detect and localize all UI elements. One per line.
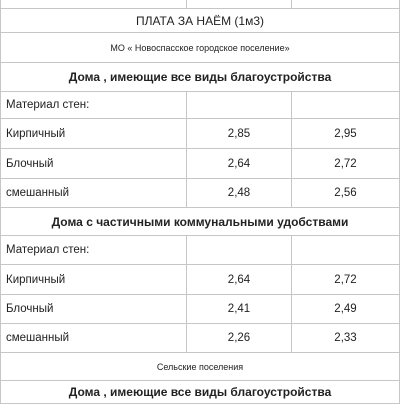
material-label: Материал стен: [6, 244, 90, 256]
table-row [0, 236, 400, 264]
material-name: Блочный [6, 303, 54, 315]
rate-value: 2,33 [334, 332, 357, 344]
rate-value: 2,95 [334, 127, 357, 140]
table-divider-stub [291, 0, 292, 8]
table-row [0, 149, 400, 178]
rate-value: 2,56 [334, 187, 357, 199]
material-name: Блочный [6, 157, 54, 170]
table-title: ПЛАТА ЗА НАЁМ (1м3) [135, 13, 265, 28]
section-heading-row [0, 63, 400, 91]
material-name: смешанный [6, 187, 70, 199]
table-row [0, 179, 400, 207]
rural-label: Сельские поселения [156, 361, 244, 372]
material-name: Кирпичный [6, 127, 66, 140]
rate-value: 2,64 [227, 157, 251, 170]
table-divider-stub [186, 0, 187, 8]
material-name: смешанный [6, 332, 70, 344]
section-heading: Дома , имеющие все виды благоустройства [68, 70, 332, 84]
table-row [0, 119, 400, 148]
table-row [0, 265, 400, 294]
rate-value: 2,26 [227, 332, 251, 344]
rate-value: 2,72 [334, 157, 357, 170]
municipality-label: МО « Новоспасское городское поселение» [110, 42, 290, 53]
section-heading-row [0, 208, 400, 235]
rate-value: 2,48 [227, 187, 251, 199]
section-heading: Дома , имеющие все виды благоустройства [68, 385, 332, 399]
section-heading: Дома с частичными коммунальными удобствами [51, 214, 349, 229]
municipality-row [0, 33, 400, 62]
rate-value: 2,64 [227, 273, 251, 286]
material-name: Кирпичный [6, 273, 66, 286]
table-row [0, 324, 400, 352]
section-heading-row [0, 381, 400, 403]
rate-value: 2,85 [227, 127, 251, 140]
table-row [0, 295, 400, 323]
table-row [0, 92, 400, 118]
title-row [0, 9, 400, 32]
rate-value: 2,41 [227, 303, 251, 315]
rate-value: 2,49 [334, 303, 357, 315]
material-label: Материал стен: [6, 99, 90, 111]
rate-value: 2,72 [334, 273, 357, 286]
rural-row [0, 353, 400, 380]
